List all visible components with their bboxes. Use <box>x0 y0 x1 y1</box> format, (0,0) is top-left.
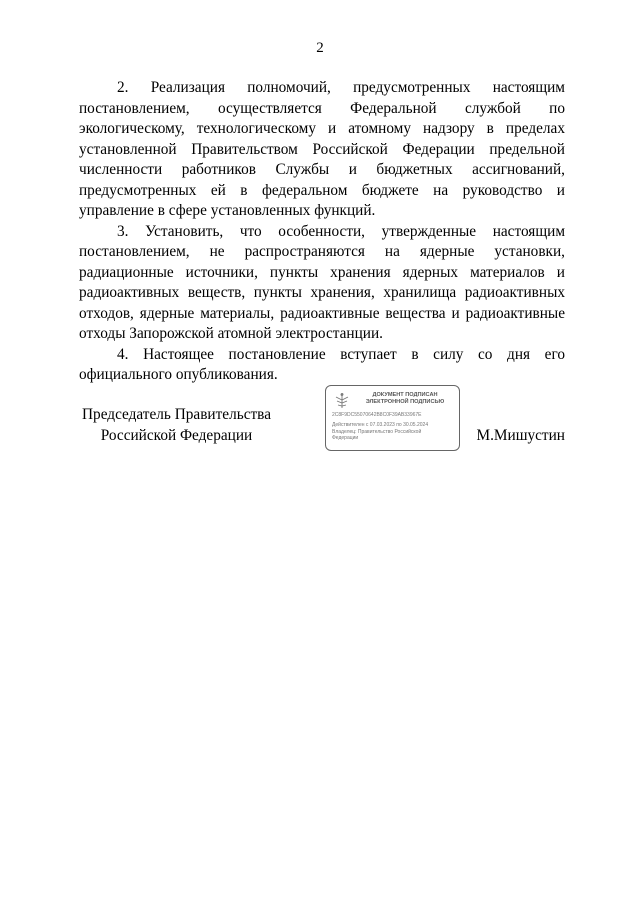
stamp-owner-line-2: Федерации <box>332 435 359 441</box>
stamp-certificate-serial: 2C8F9DC55070642B8C0F39AB33967E <box>332 412 422 418</box>
stamp-heading-line-1: ДОКУМЕНТ ПОДПИСАН <box>372 392 438 398</box>
signer-title <box>79 405 274 446</box>
stamp-owner-line-1: Владелец: Правительство Российской <box>332 429 422 435</box>
stamp-heading <box>354 392 456 406</box>
paragraph-2: 2. Реализация полномочий, предусмотренных настоящим постановлением, осуществляется Федеральной службой по экологическому, технологическому и атомному надзору в пределах установленной Правительством Российской Федерации предельной численности работников Службы и бюджетных ассигнований, предусмотренных ей в федеральном бюджете на руководство и управление в сфере установленных функций. <box>79 79 565 219</box>
signer-title-line-1: Председатель Правительства <box>82 406 271 423</box>
page-number: 2 <box>316 40 324 56</box>
signature-block <box>79 392 565 455</box>
coat-of-arms-icon <box>333 392 351 410</box>
electronic-signature-stamp <box>325 385 460 451</box>
document-body <box>79 78 565 386</box>
signer-name: М.Мишустин <box>476 427 565 444</box>
paragraph-4: 4. Настоящее постановление вступает в силу со дня его официального опубликования. <box>79 345 565 383</box>
stamp-heading-line-2: ЭЛЕКТРОННОЙ ПОДПИСЬЮ <box>365 399 445 405</box>
signer-title-line-2: Российской Федерации <box>100 426 253 444</box>
paragraph-3: 3. Установить, что особенности, утвержденные настоящим постановлением, не распространяются на ядерные установки, радиационные источники, пункты хранения ядерных материалов и радиоактивных веществ, пункты хранения, хранилища радиоактивных отходов, ядерные материалы, радиоактивные вещества и радиоактивные отходы Запорожской атомной электростанции. <box>79 222 565 342</box>
stamp-validity: Действителен с 07.03.2023 по 30.05.2024 <box>332 422 429 428</box>
